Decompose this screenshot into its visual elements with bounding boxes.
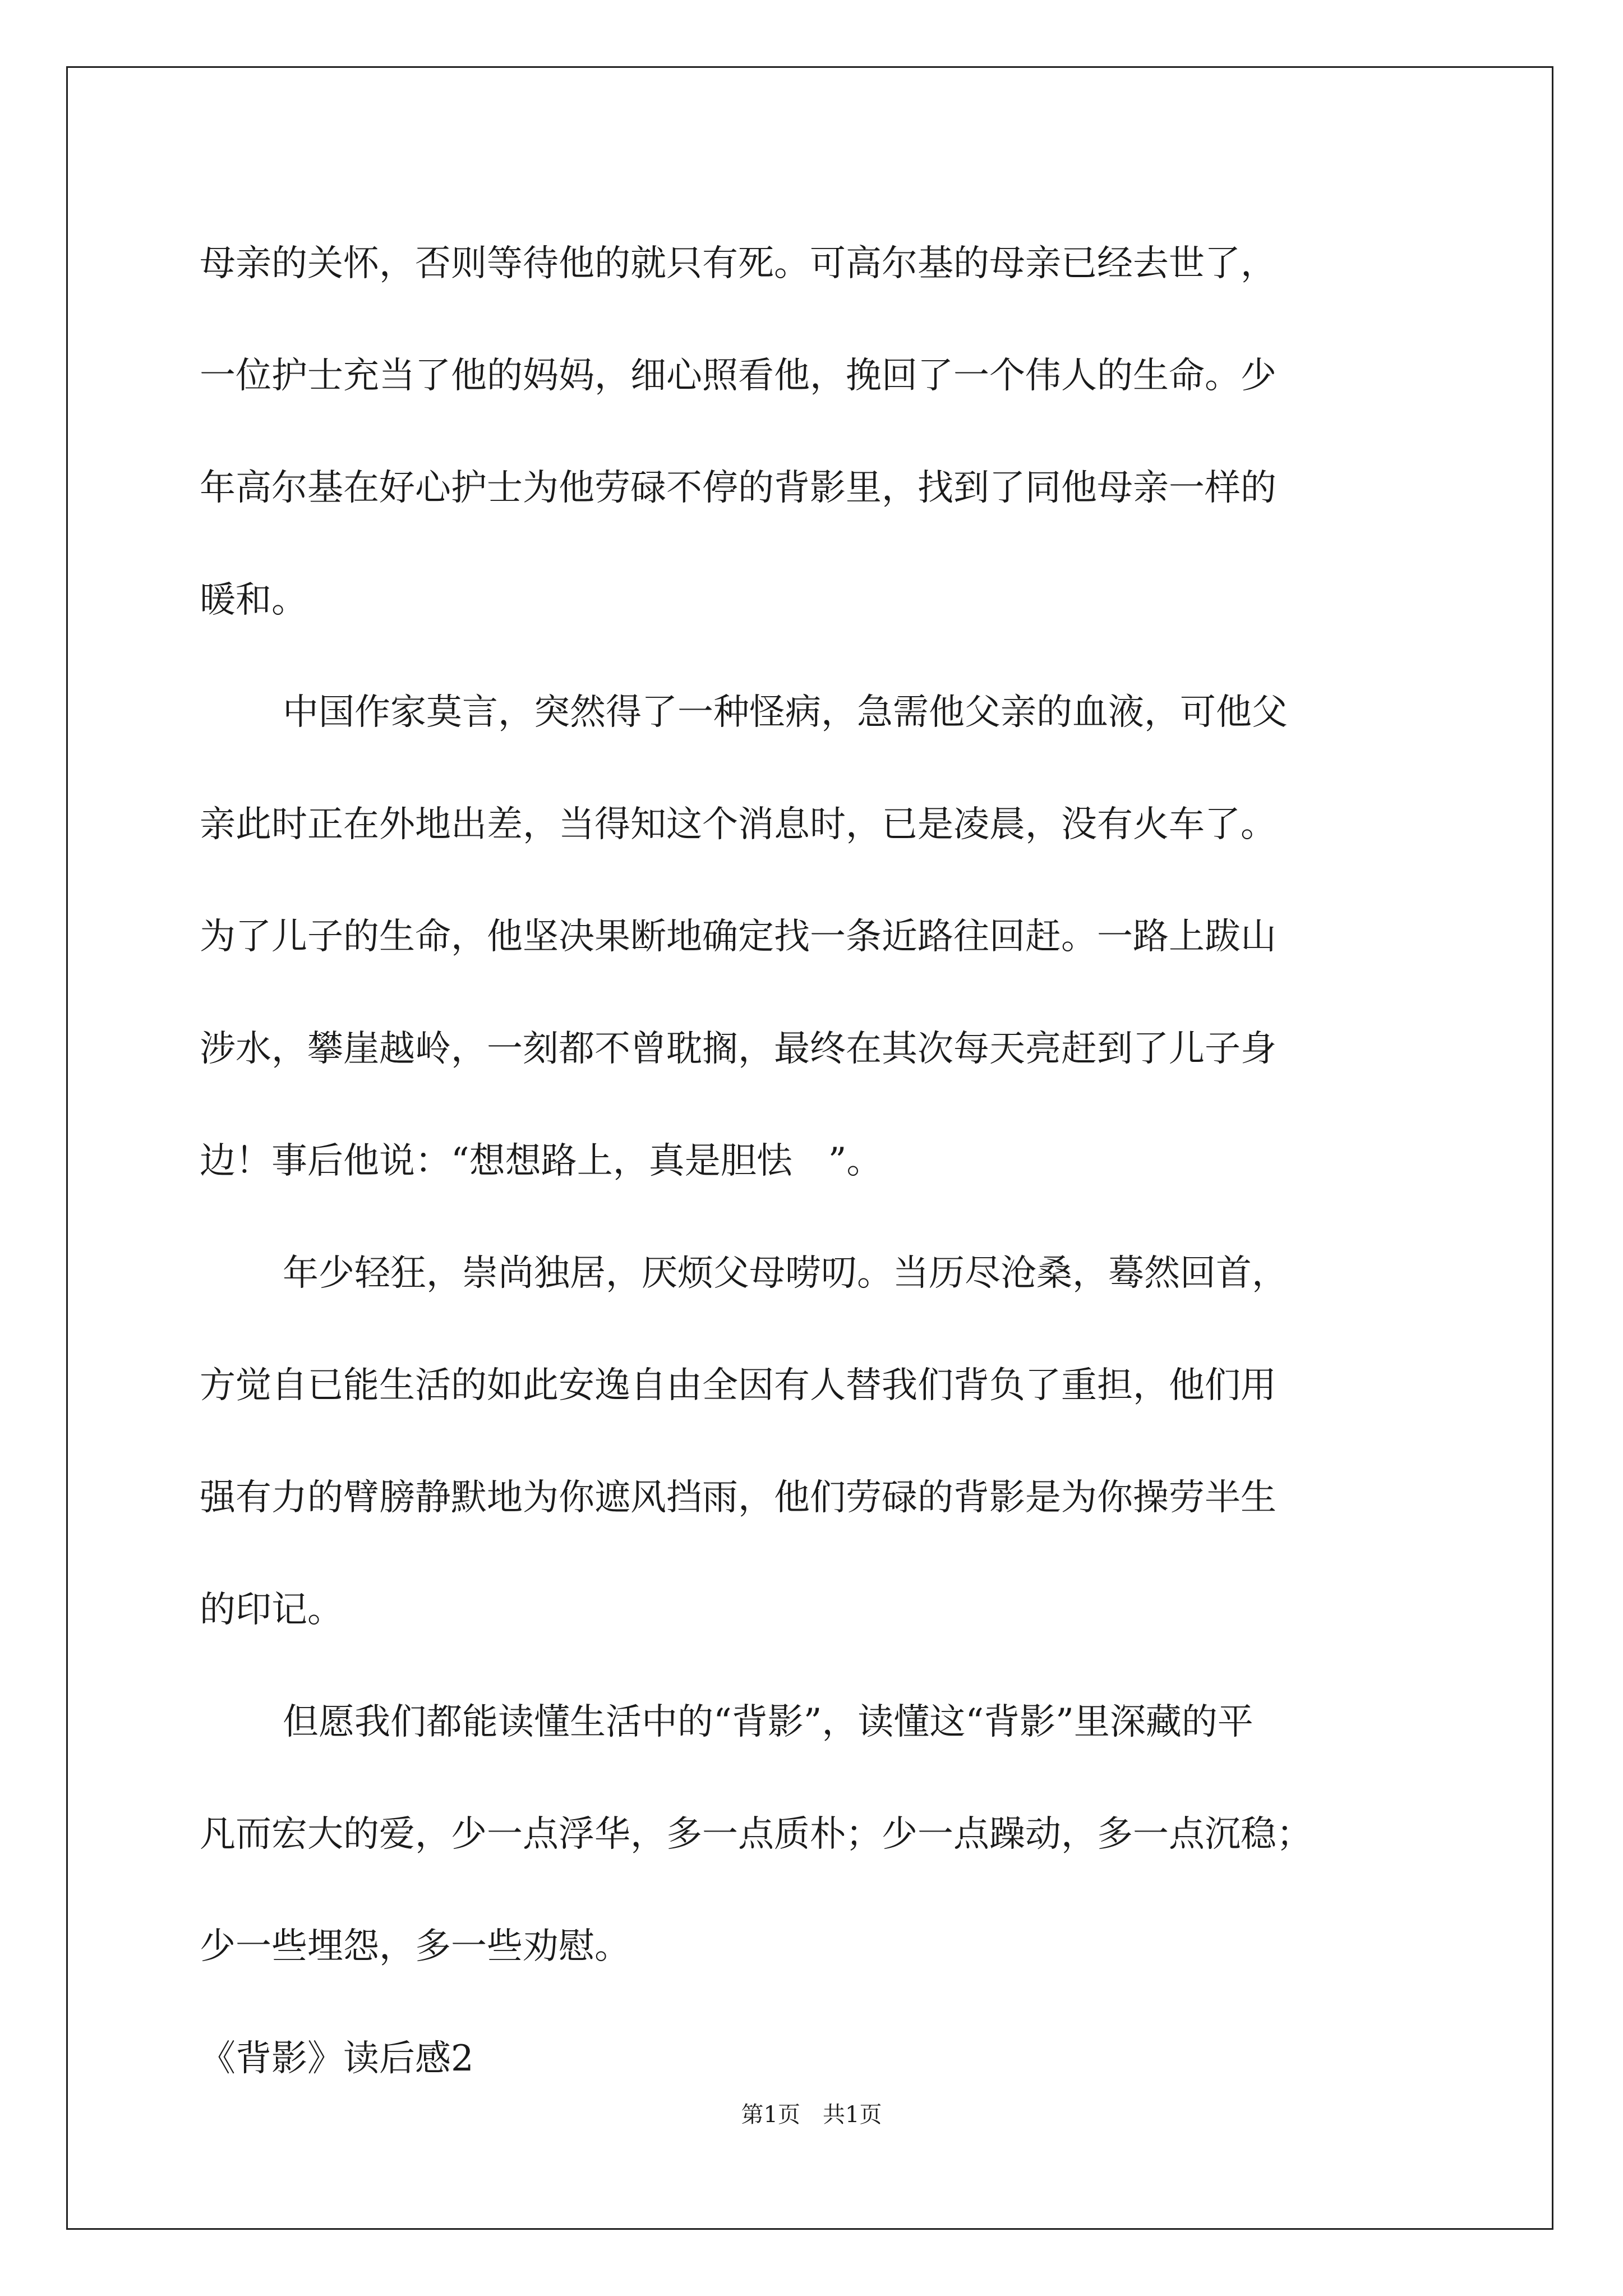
text-line: 的印记。: [200, 1589, 343, 1631]
text-line: 强有力的臂膀静默地为你遮风挡雨，他们劳碌的背影是为你操劳半生: [200, 1477, 1276, 1519]
page-number-footer: 第1页 共1页: [741, 2102, 882, 2128]
paragraph-first-line: 但愿我们都能读懂生活中的“背影”，读懂这“背影”里深藏的平: [283, 1701, 1253, 1743]
text-line: 少一些埋怨，多一些劝慰。: [200, 1926, 630, 1967]
text-line: 凡而宏大的爱，少一点浮华，多一点质朴；少一点躁动，多一点沉稳；: [200, 1814, 1312, 1855]
text-line: 为了儿子的生命，他坚决果断地确定找一条近路往回赶。一路上跋山: [200, 916, 1276, 958]
text-line: 年高尔基在好心护士为他劳碌不停的背影里，找到了同他母亲一样的: [200, 467, 1276, 509]
text-line: 方觉自已能生活的如此安逸自由全因有人替我们背负了重担，他们用: [200, 1365, 1276, 1406]
text-line: 一位护士充当了他的妈妈，细心照看他，挽回了一个伟人的生命。少: [200, 355, 1276, 397]
section-heading: 《背影》读后感2: [200, 2038, 474, 2079]
text-line: 边！事后他说：“想想路上，真是胆怯 ”。: [200, 1140, 883, 1182]
text-line: 亲此时正在外地出差，当得知这个消息时，已是凌晨，没有火车了。: [200, 804, 1276, 845]
text-line: 涉水，攀崖越岭，一刻都不曾耽搁，最终在其次每天亮赶到了儿子身: [200, 1028, 1276, 1070]
document-body: [200, 208, 1461, 2115]
paragraph-first-line: 年少轻狂，崇尚独居，厌烦父母唠叨。当历尽沧桑，蓦然回首，: [283, 1253, 1288, 1294]
paragraph-first-line: 中国作家莫言，突然得了一种怪病，急需他父亲的血液，可他父: [283, 692, 1288, 733]
text-line: 母亲的关怀，否则等待他的就只有死。可高尔基的母亲已经去世了，: [200, 243, 1276, 284]
text-line: 暖和。: [200, 579, 307, 621]
